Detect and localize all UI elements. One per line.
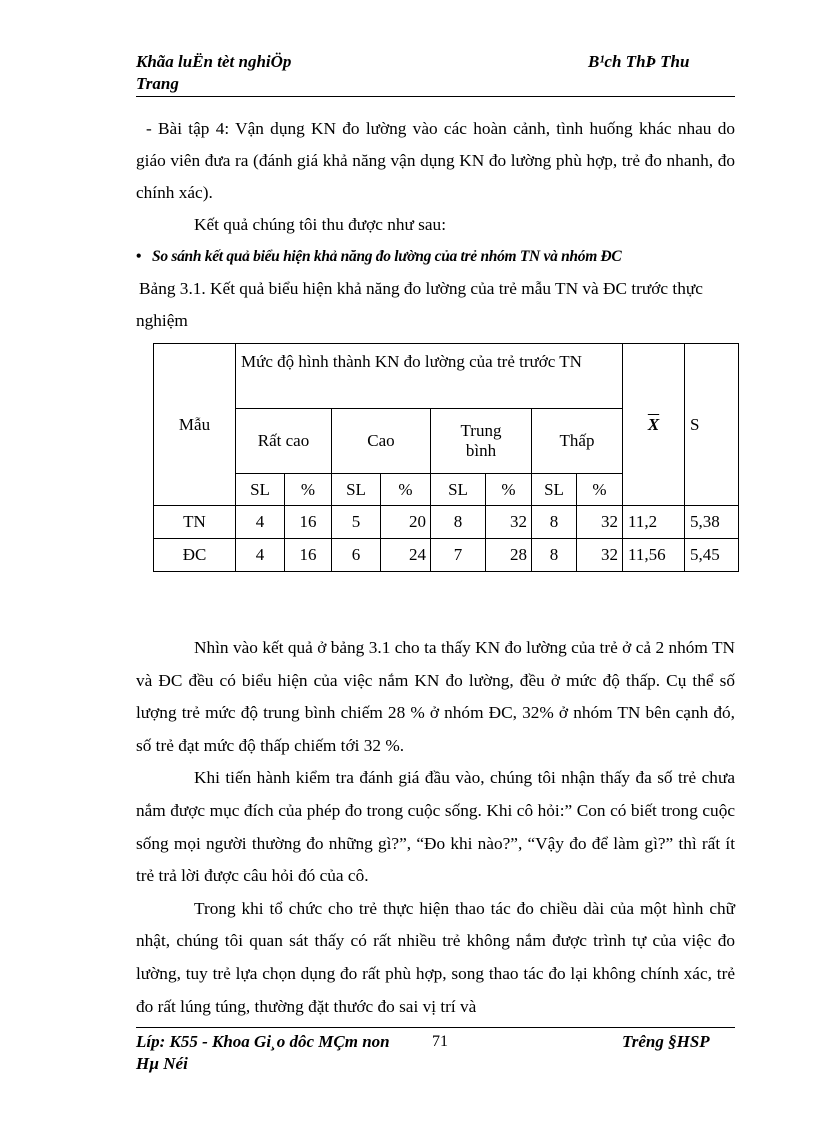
table-cell: 32 [486, 506, 532, 539]
sub-pct: % [381, 474, 431, 506]
header-author: B¹ch ThÞ Thu [588, 52, 690, 71]
table-cell: 5 [332, 506, 381, 539]
table-cell: 6 [332, 539, 381, 572]
sd-cell: 5,38 [685, 506, 739, 539]
table-cell: 4 [236, 506, 285, 539]
group-header: Mức độ hình thành KN đo lường của trẻ trước TN [236, 344, 623, 409]
bullet-dot: • [136, 248, 142, 265]
exercise-4-paragraph: - Bài tập 4: Vận dụng KN đo lường vào các hoàn cảnh, tình huống khác nhau do giáo viên đưa ra (đánh giá khả năng vận dụng KN đo lường phù hợp, trẻ đo nhanh, đo chính xác). [136, 119, 735, 202]
table-row [154, 539, 739, 572]
footer-faculty-cont: Hµ Néi [136, 1054, 188, 1073]
mean-cell: 11,56 [623, 539, 685, 572]
table-cell: 8 [532, 539, 577, 572]
table-cell: 32 [577, 506, 623, 539]
bullet-heading [136, 241, 735, 273]
header-title: Khãa luËn tèt nghiÖp [136, 52, 292, 71]
result-intro: Kết quả chúng tôi thu được như sau: [194, 215, 447, 234]
table-cell: 20 [381, 506, 431, 539]
page-number: 71 [432, 1033, 448, 1050]
results-table [153, 343, 739, 572]
level-average: Trung bình [431, 409, 532, 474]
footer-faculty: Líp: K55 - Khoa Gi¸o dôc MÇm non [136, 1032, 390, 1051]
paragraph-2: Khi tiến hành kiểm tra đánh giá đầu vào, chúng tôi nhận thấy đa số trẻ chưa nắm được mục đích của phép đo trong cuộc sống. Khi cô hỏi:” Con có biết trong cuộc sống mọi người thường đo những gì?”, “Đo khi nào?”, “Vậy đo để làm gì?” thì rất ít trẻ trả lời được câu hỏi đó của cô. [136, 768, 735, 886]
intro-block [136, 113, 735, 337]
col-sd-header: S [685, 344, 739, 506]
footer-left [136, 1031, 390, 1075]
level-low: Thấp [532, 409, 623, 474]
col-sample-header: Mẫu [154, 344, 236, 506]
table-cell: 7 [431, 539, 486, 572]
table-cell: 16 [285, 506, 332, 539]
header-title-cont: Trang [136, 74, 179, 93]
table-row [154, 506, 739, 539]
table-cell: 24 [381, 539, 431, 572]
table-cell: 8 [532, 506, 577, 539]
header-left [136, 51, 291, 95]
table-caption: Bảng 3.1. Kết quả biểu hiện khả năng đo lường của trẻ mẫu TN và ĐC trước thực nghiệm [136, 279, 703, 330]
mean-cell: 11,2 [623, 506, 685, 539]
sub-sl: SL [236, 474, 285, 506]
sub-sl: SL [532, 474, 577, 506]
paragraph-3: Trong khi tổ chức cho trẻ thực hiện thao tác đo chiều dài của một hình chữ nhật, chúng tôi quan sát thấy có rất nhiều trẻ không nắm được trình tự của việc đo lường, tuy trẻ lựa chọn dụng đo rất phù hợp, song thao tác đo lại không chính xác, trẻ đo rất lúng túng, thường đặt thước đo sai vị trí và [136, 898, 735, 1016]
sub-pct: % [486, 474, 532, 506]
level-very-high: Rất cao [236, 409, 332, 474]
table-cell: 28 [486, 539, 532, 572]
paragraph-1: Nhìn vào kết quả ở bảng 3.1 cho ta thấy KN đo lường của trẻ ở cả 2 nhóm TN và ĐC đều có biểu hiện của việc nắm KN đo lường, đều ở mức độ thấp. Cụ thể số lượng trẻ mức độ trung bình chiếm 28 % ở nhóm ĐC, 32% ở nhóm TN bên cạnh đó, số trẻ đạt mức độ thấp chiếm tới 32 %. [136, 638, 735, 755]
col-mean-header: $\overline{X}$ [623, 344, 685, 506]
bullet-heading-text: So sánh kết quả biểu hiện khả năng đo lường của trẻ nhóm TN và nhóm ĐC [152, 248, 622, 265]
table-cell: 32 [577, 539, 623, 572]
sd-cell: 5,45 [685, 539, 739, 572]
table-cell: 4 [236, 539, 285, 572]
footer-rule [136, 1027, 735, 1028]
level-high: Cao [332, 409, 431, 474]
row-label: ĐC [154, 539, 236, 572]
table-cell: 8 [431, 506, 486, 539]
row-label: TN [154, 506, 236, 539]
sub-sl: SL [431, 474, 486, 506]
table-cell: 16 [285, 539, 332, 572]
sub-pct: % [285, 474, 332, 506]
sub-sl: SL [332, 474, 381, 506]
header-rule [136, 96, 735, 97]
discussion-block [136, 632, 735, 1023]
sub-pct: % [577, 474, 623, 506]
footer-school: Trêng §HSP [622, 1032, 710, 1051]
